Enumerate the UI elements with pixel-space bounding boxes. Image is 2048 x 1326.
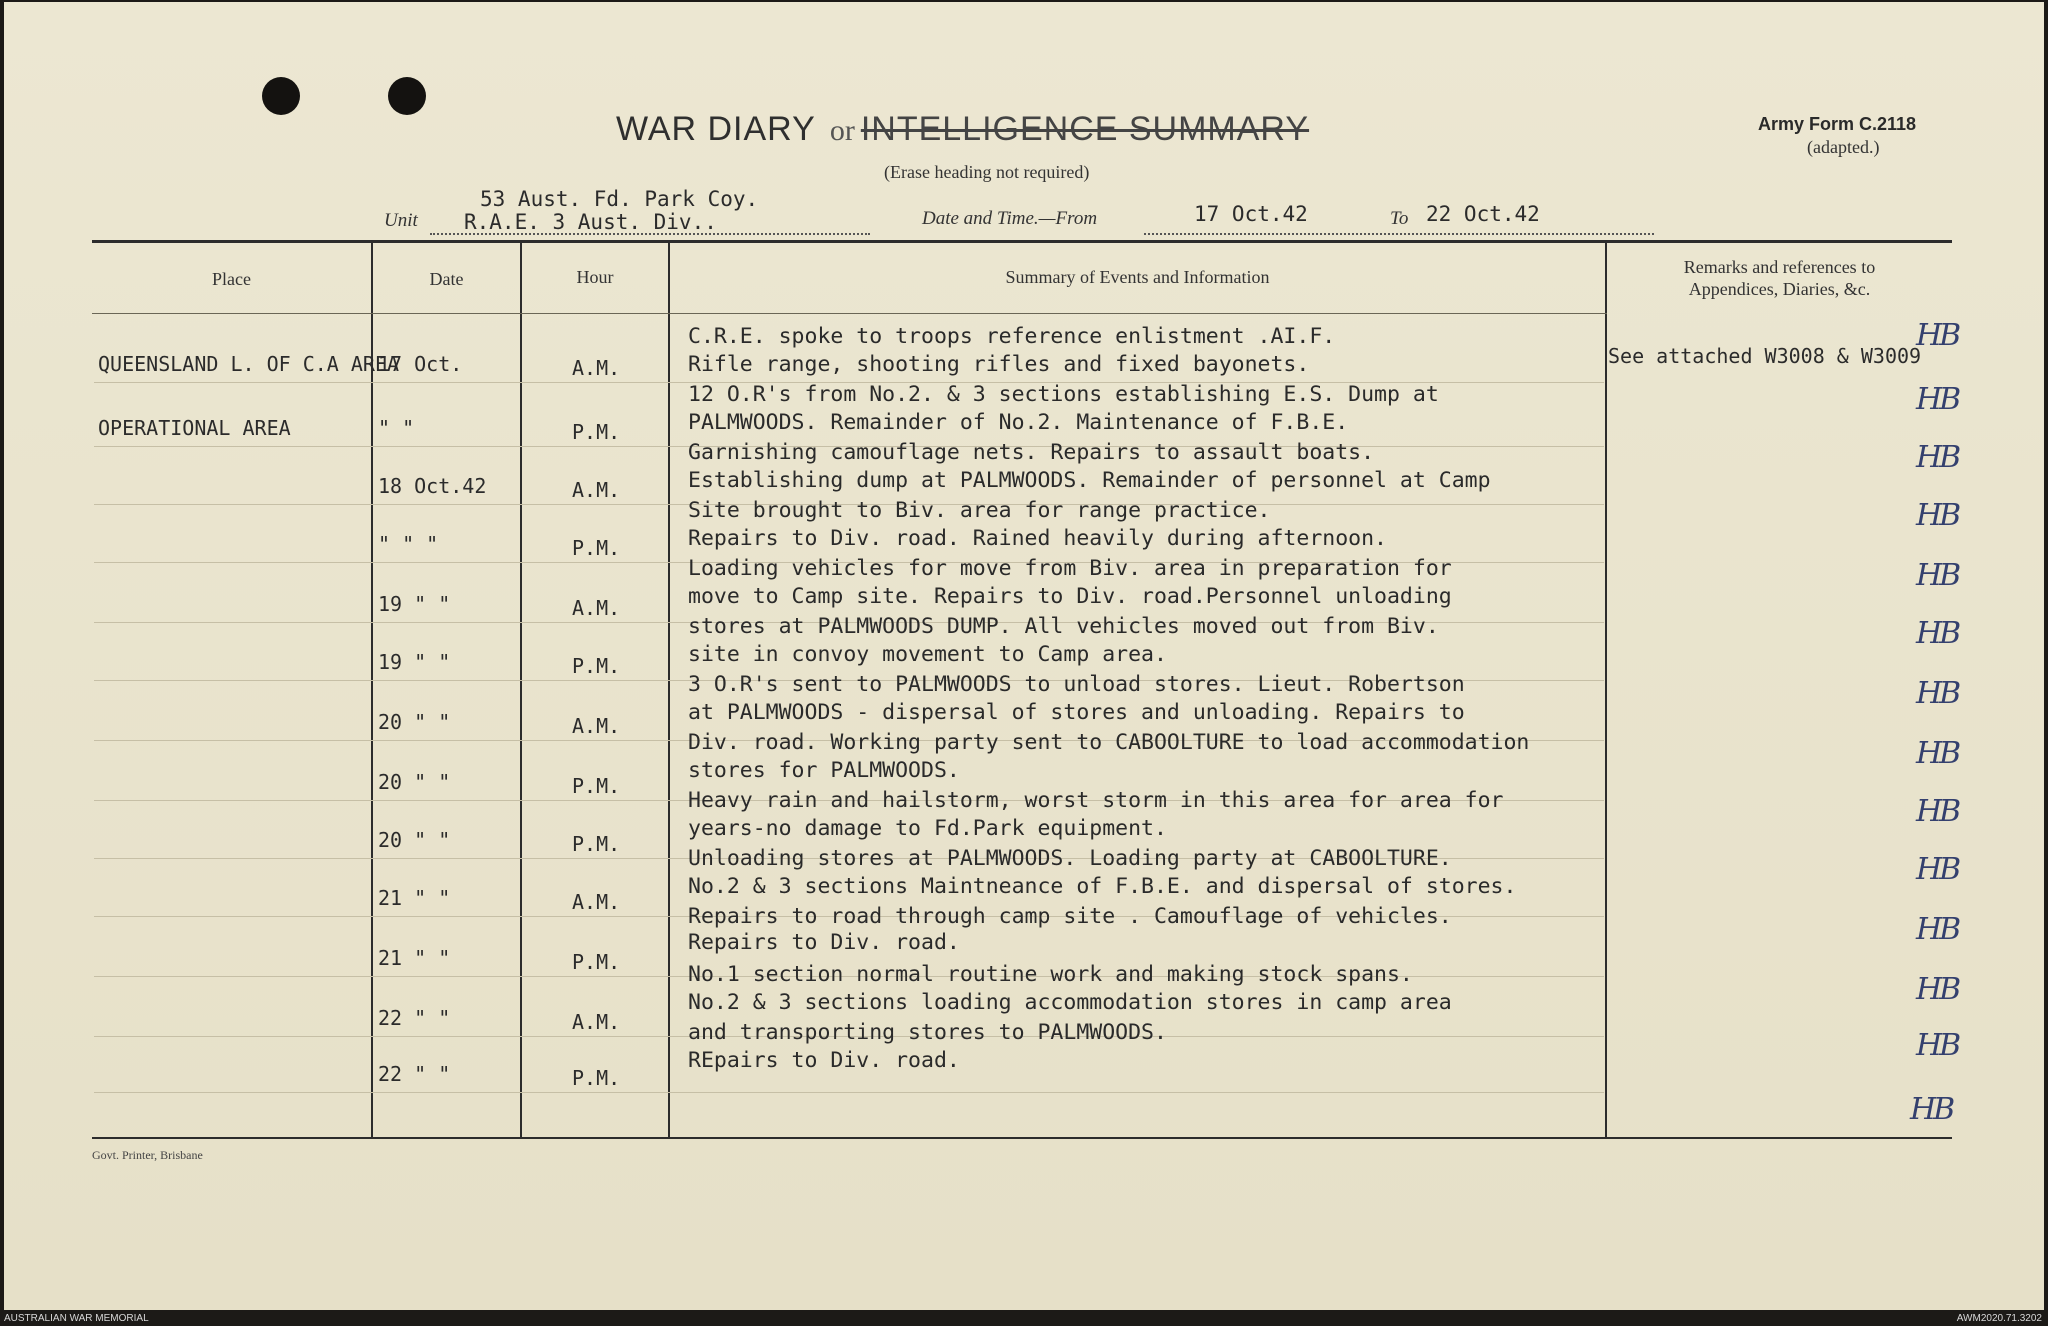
initials-signature: HB [1916,736,1959,771]
entry-hour: P.M. [572,774,621,798]
entry-hour: P.M. [572,654,621,678]
initials-signature: HB [1916,440,1959,475]
unit-line-2: R.A.E. 3 Aust. Div.. [464,210,717,234]
archive-credit: AUSTRALIAN WAR MEMORIAL [4,1313,149,1324]
summary-line: Rifle range, shooting rifles and fixed bayonets. [688,352,1310,377]
entry-hour: A.M. [572,356,621,380]
col-divider [1605,242,1607,1138]
summary-line: Repairs to Div. road. Rained heavily during afternoon. [688,526,1387,551]
entry-place: OPERATIONAL AREA [98,416,291,440]
punch-hole [388,77,426,115]
col-divider [371,242,373,1138]
remarks-reference: See attached W3008 & W3009 [1608,344,1922,368]
entry-hour: A.M. [572,478,621,502]
entry-hour: A.M. [572,596,621,620]
initials-signature: HB [1910,1092,1953,1127]
unit-line-1: 53 Aust. Fd. Park Coy. [480,187,759,211]
summary-line: Div. road. Working party sent to CABOOLTURE to load accommodation [688,730,1530,755]
entry-hour: P.M. [572,1066,621,1090]
header-place: Place [212,269,251,289]
unit-label: Unit [384,210,418,231]
entry-hour: P.M. [572,832,621,856]
erase-note: (Erase heading not required) [884,162,1090,182]
to-label: To [1390,208,1409,229]
entry-date: 22 " " [378,1006,451,1030]
header-remarks-1: Remarks and references to [1683,257,1876,277]
form-title [616,110,1309,149]
summary-line: No.2 & 3 sections Maintneance of F.B.E. and dispersal of stores. [688,874,1517,899]
header-remarks-2: Appendices, Diaries, &c. [1688,279,1871,299]
summary-line: Repairs to road through camp site . Camouflage of vehicles. [688,904,1452,929]
initials-signature: HB [1916,852,1959,887]
initials-signature: HB [1916,972,1959,1007]
date-from: 17 Oct.42 [1194,202,1308,226]
summary-line: 3 O.R's sent to PALMWOODS to unload stores. Lieut. Robertson [688,672,1465,697]
entry-date: 20 " " [378,710,451,734]
initials-signature: HB [1916,558,1959,593]
initials-signature: HB [1916,912,1959,947]
initials-signature: HB [1916,794,1959,829]
unit-dotted-line [430,233,870,235]
summary-line: Loading vehicles for move from Biv. area in preparation for [688,556,1452,581]
summary-line: at PALMWOODS - dispersal of stores and unloading. Repairs to [688,700,1465,725]
title-struck: INTELLIGENCE SUMMARY [860,110,1310,148]
punch-hole [262,77,300,115]
printer-imprint: Govt. Printer, Brisbane [92,1148,203,1162]
army-form-number: Army Form C.2118 [1758,114,1917,134]
summary-line: No.1 section normal routine work and making stock spans. [688,962,1413,987]
summary-line: and transporting stores to PALMWOODS. [688,1020,1167,1045]
summary-line: years-no damage to Fd.Park equipment. [688,816,1167,841]
col-divider [520,242,522,1138]
initials-signature: HB [1916,498,1959,533]
summary-line: No.2 & 3 sections loading accommodation stores in camp area [688,990,1452,1015]
entry-date: 20 " " [378,770,451,794]
entry-hour: P.M. [572,536,621,560]
summary-line: Establishing dump at PALMWOODS. Remainder of personnel at Camp [688,468,1491,493]
summary-line: C.R.E. spoke to troops reference enlistment .AI.F. [688,324,1336,349]
initials-signature: HB [1916,382,1959,417]
entry-date: 21 " " [378,946,451,970]
entry-date: 20 " " [378,828,451,852]
date-dotted-line [1144,233,1654,235]
initials-signature: HB [1916,616,1959,651]
initials-signature: HB [1916,318,1959,353]
entry-date: 21 " " [378,886,451,910]
title-or: or [829,114,855,147]
entry-hour: A.M. [572,890,621,914]
summary-line: PALMWOODS. Remainder of No.2. Maintenance of F.B.E. [688,410,1349,435]
entry-date: " " [378,416,415,440]
initials-signature: HB [1916,676,1959,711]
entry-hour: A.M. [572,1010,621,1034]
summary-line: Heavy rain and hailstorm, worst storm in this area for area for [688,788,1504,813]
entry-hour: P.M. [572,950,621,974]
diary-sheet [4,2,2044,1310]
entry-date: 22 " " [378,1062,451,1086]
initials-signature: HB [1916,1028,1959,1063]
summary-line: 12 O.R's from No.2. & 3 sections establishing E.S. Dump at [688,382,1439,407]
summary-line: Site brought to Biv. area for range practice. [688,498,1271,523]
summary-line: stores at PALMWOODS DUMP. All vehicles moved out from Biv. [688,614,1439,639]
summary-line: site in convoy movement to Camp area. [688,642,1167,667]
archive-ref: AWM2020.71.3202 [1956,1313,2042,1324]
row-rule [94,1092,1604,1093]
summary-line: Garnishing camouflage nets. Repairs to assault boats. [688,440,1375,465]
entry-date: 17 Oct. [378,352,463,376]
date-label: Date and Time.—From [922,208,1098,229]
summary-line: Unloading stores at PALMWOODS. Loading party at CABOOLTURE. [688,846,1452,871]
entry-hour: P.M. [572,420,621,444]
summary-line: stores for PALMWOODS. [688,758,960,783]
entry-date: 19 " " [378,592,451,616]
entry-date: 18 Oct.42 [378,474,487,498]
date-to: 22 Oct.42 [1426,202,1540,226]
header-hour: Hour [576,267,614,287]
col-divider [668,242,670,1138]
summary-line: REpairs to Div. road. [688,1048,960,1073]
entry-date: " " " [378,532,439,556]
adapted-note: (adapted.) [1807,137,1880,157]
header-summary: Summary of Events and Information [1005,267,1270,287]
title-war-diary: WAR DIARY [616,110,816,148]
header-rule [92,313,1607,314]
summary-line: Repairs to Div. road. [688,930,960,955]
header-date: Date [429,269,464,289]
entry-hour: A.M. [572,714,621,738]
summary-line: move to Camp site. Repairs to Div. road.Personnel unloading [688,584,1452,609]
entry-place: QUEENSLAND L. OF C.A AREA [98,352,400,376]
entry-date: 19 " " [378,650,451,674]
